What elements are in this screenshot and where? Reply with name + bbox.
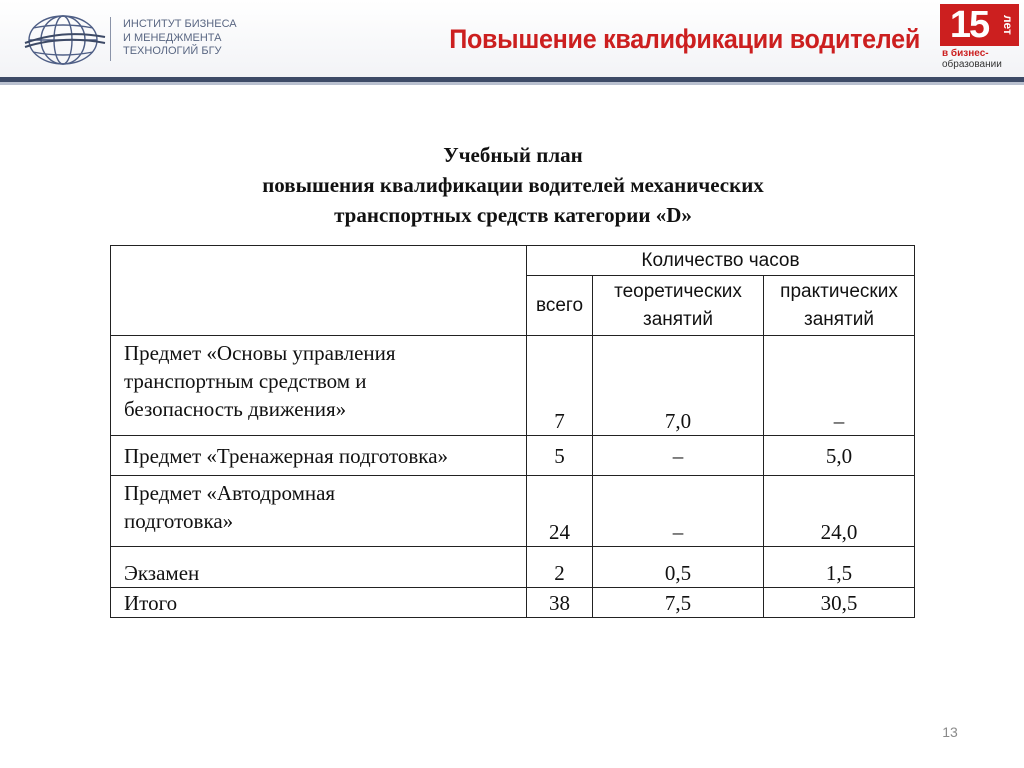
institute-name — [123, 18, 273, 59]
curriculum-table — [110, 245, 915, 618]
badge-caption — [942, 48, 1022, 70]
plan-title-line: транспортных средств категории «D» — [334, 203, 692, 227]
anniversary-badge — [940, 4, 1020, 74]
logo-divider — [110, 17, 111, 61]
table-header-row — [111, 246, 915, 276]
total-cell: 7 — [527, 336, 593, 436]
total-cell: 24 — [527, 476, 593, 547]
plan-title — [110, 140, 916, 230]
subject-cell — [111, 436, 527, 476]
practice-cell: 30,5 — [764, 588, 915, 618]
total-cell: 38 — [527, 588, 593, 618]
table-row — [111, 547, 915, 588]
table-row — [111, 476, 915, 547]
subject-line: Предмет «Тренажерная подготовка» — [124, 443, 449, 468]
subject-line: транспортным средством и — [124, 369, 367, 393]
col-header-line: занятий — [643, 308, 713, 330]
table-row — [111, 436, 915, 476]
badge-years: лет — [997, 4, 1019, 46]
institute-name-line: И МЕНЕДЖМЕНТА — [123, 31, 222, 44]
theory-cell: 7,0 — [593, 336, 764, 436]
col-header-line: занятий — [804, 308, 874, 330]
subject-line: безопасность движения» — [124, 397, 347, 421]
practice-cell: 24,0 — [764, 476, 915, 547]
theory-cell: 0,5 — [593, 547, 764, 588]
plan-title-line: повышения квалификации водителей механических — [262, 173, 764, 197]
subject-cell — [111, 336, 527, 436]
page-number: 13 — [942, 724, 958, 740]
subject-line: Экзамен — [124, 561, 200, 585]
subject-line: Предмет «Автодромная — [124, 481, 336, 505]
badge-caption-line: в бизнес- — [942, 48, 989, 59]
header-rule-light — [0, 82, 1024, 85]
practice-cell: 1,5 — [764, 547, 915, 588]
col-header-total: всего — [527, 276, 593, 336]
subject-line: Итого — [124, 590, 178, 615]
slide-header — [0, 0, 1024, 78]
theory-cell: 7,5 — [593, 588, 764, 618]
table-row-total — [111, 588, 915, 618]
practice-cell: 5,0 — [764, 436, 915, 476]
subject-cell — [111, 547, 527, 588]
practice-cell: – — [764, 336, 915, 436]
globe-logo-icon — [23, 13, 107, 67]
institute-name-line: ИНСТИТУТ БИЗНЕСА — [123, 18, 237, 30]
col-header-line: практических — [780, 280, 898, 302]
hours-group-header: Количество часов — [527, 246, 915, 276]
theory-cell: – — [593, 476, 764, 547]
institute-name-line: ТЕХНОЛОГИЙ БГУ — [123, 45, 222, 57]
total-cell: 5 — [527, 436, 593, 476]
subject-cell — [111, 476, 527, 547]
col-header-theory — [593, 276, 764, 336]
badge-number: 15 — [940, 4, 998, 46]
col-header-practice — [764, 276, 915, 336]
subject-cell — [111, 588, 527, 618]
plan-title-line: Учебный план — [443, 143, 583, 167]
theory-cell: – — [593, 436, 764, 476]
col-header-line: теоретических — [614, 280, 742, 302]
table-corner-cell — [111, 246, 527, 336]
badge-caption-line: образовании — [942, 59, 1002, 70]
slide-title: Повышение квалификации водителей — [449, 24, 920, 54]
table-row — [111, 336, 915, 436]
total-cell: 2 — [527, 547, 593, 588]
subject-line: подготовка» — [124, 509, 234, 533]
subject-line: Предмет «Основы управления — [124, 341, 396, 365]
